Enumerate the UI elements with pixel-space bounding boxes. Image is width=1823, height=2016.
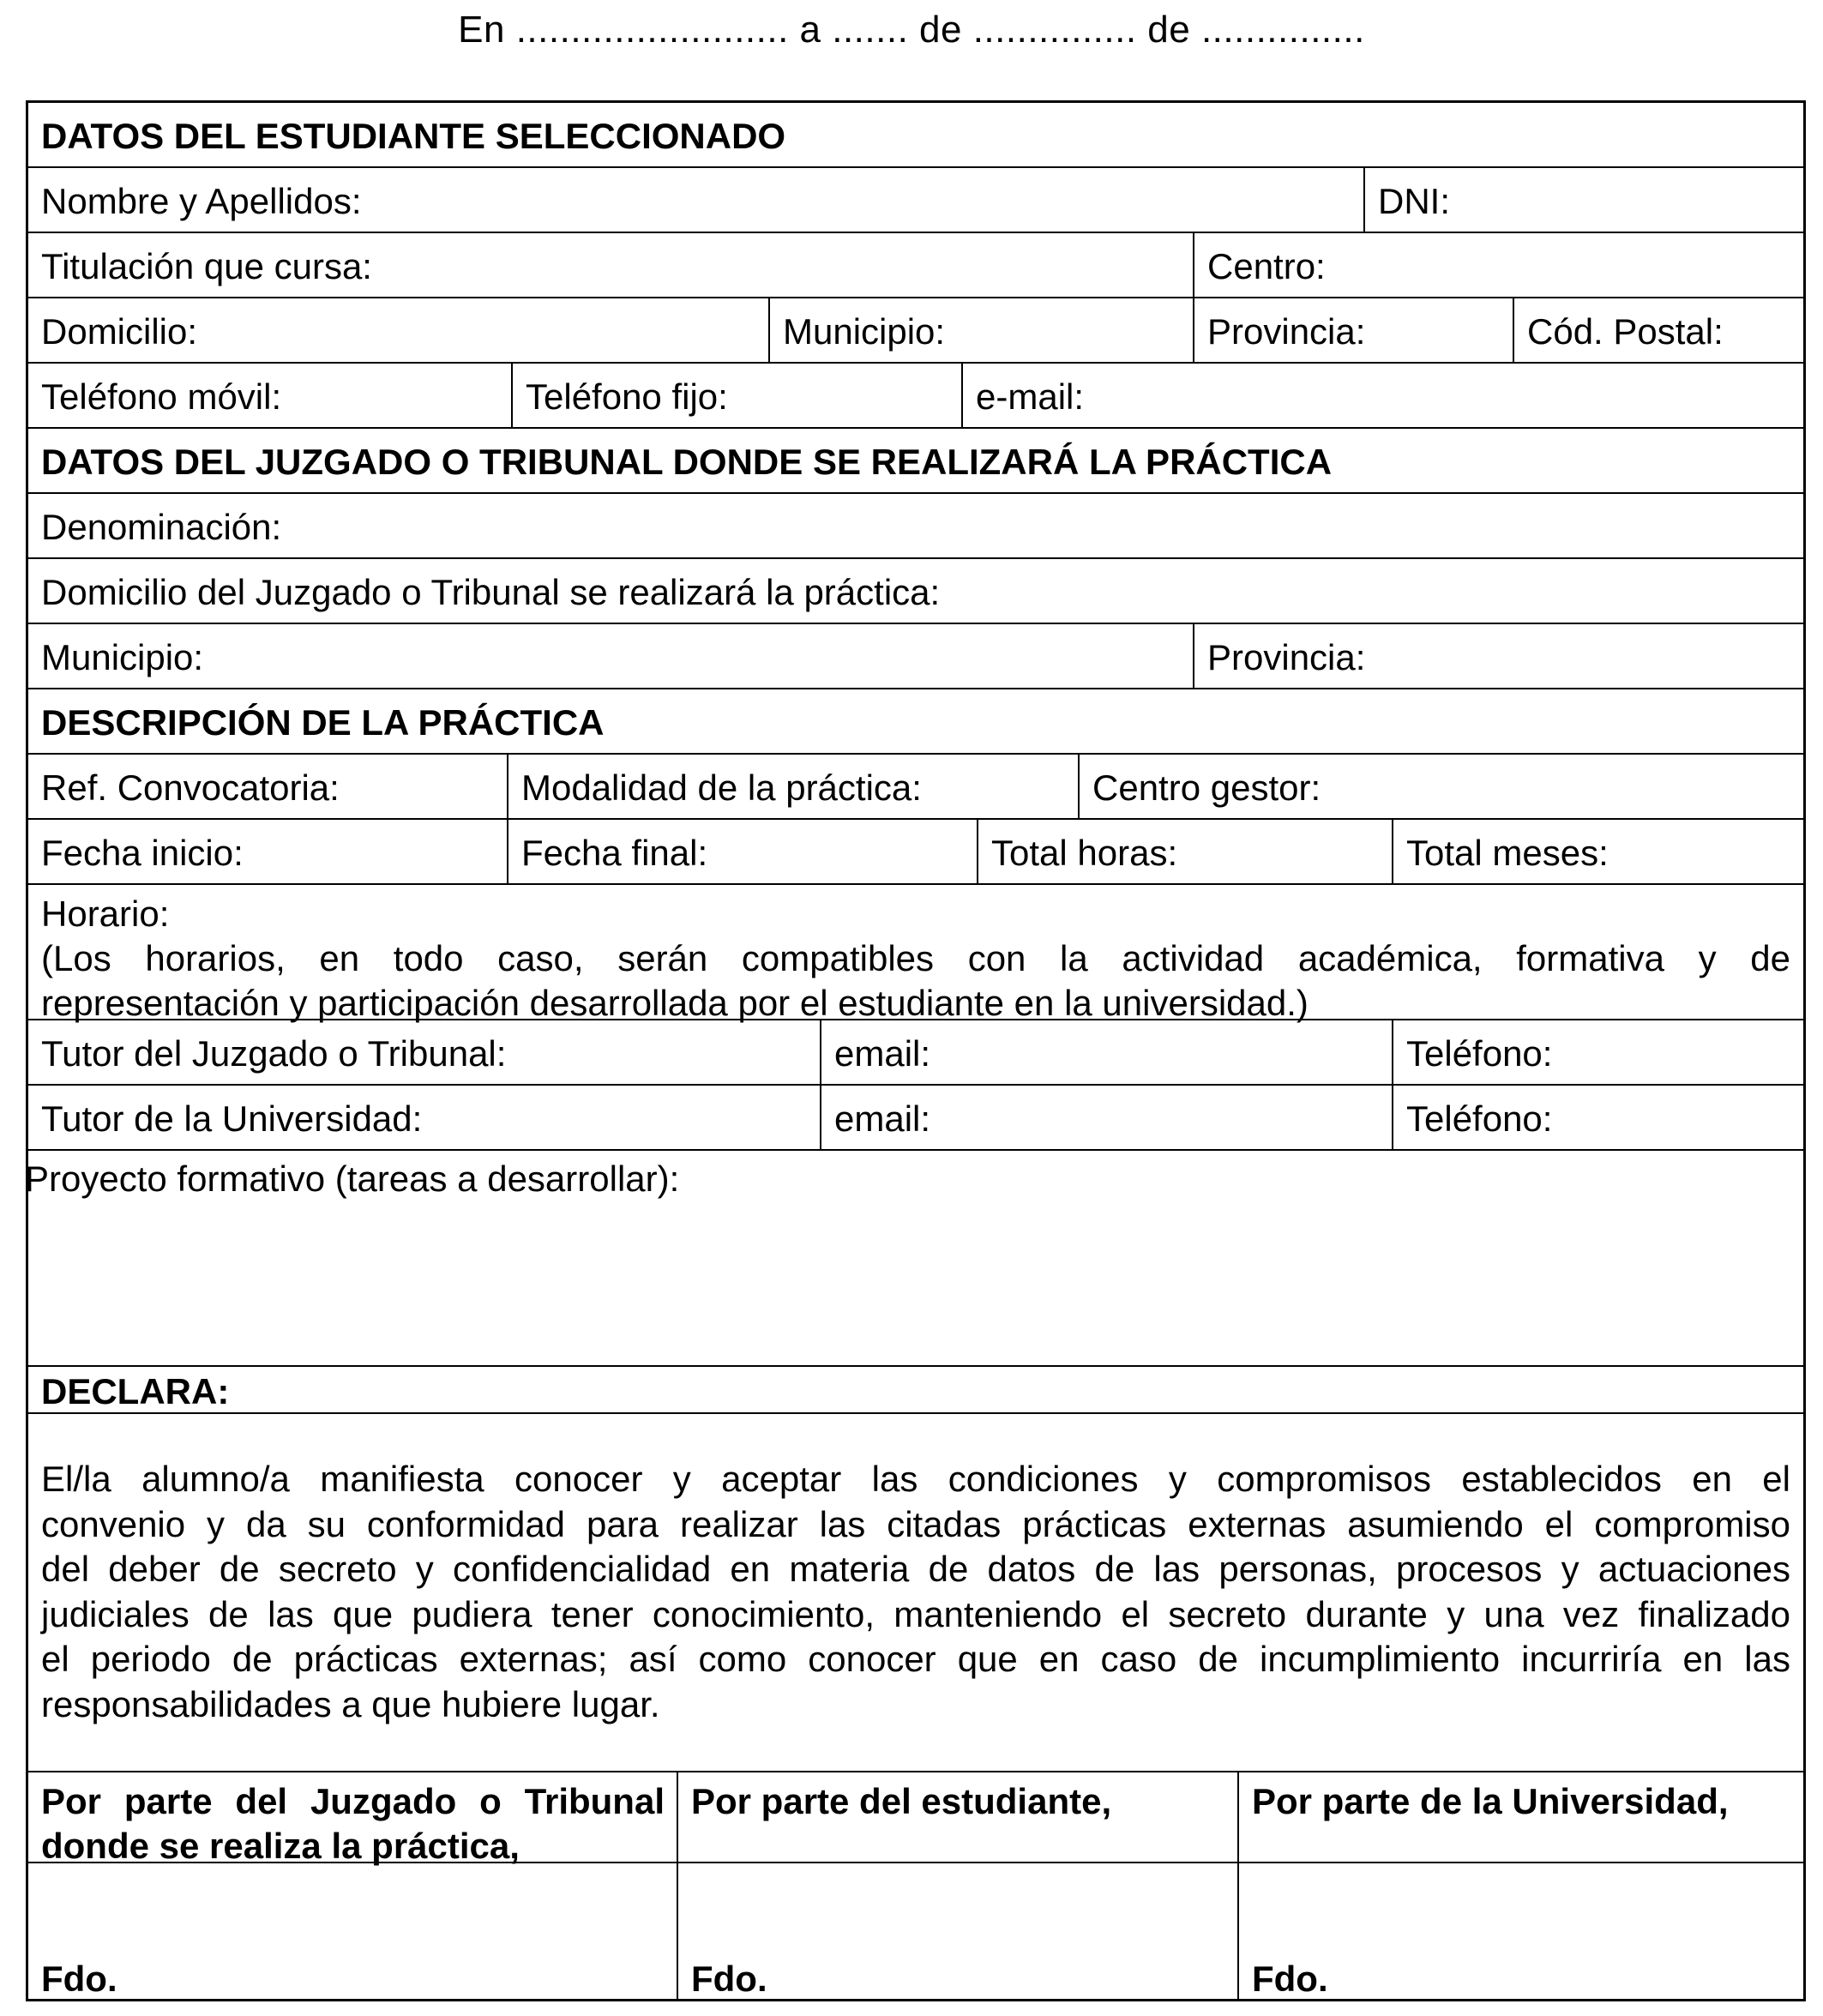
declaration-title-row [28, 1367, 1803, 1414]
student-mobile-field[interactable]: Teléfono móvil: [41, 376, 282, 417]
practice-end-field[interactable]: Fecha final: [507, 820, 977, 883]
declaration-line-6: responsabilidades a que hubiere lugar. [41, 1683, 660, 1724]
practice-months-field[interactable]: Total meses: [1392, 820, 1609, 883]
declaration-title: DECLARA: [41, 1371, 230, 1411]
practice-dates-row [28, 820, 1803, 885]
student-dni-field[interactable]: DNI: [1363, 168, 1450, 232]
declaration-text [41, 1457, 1790, 1727]
practice-start-field[interactable]: Fecha inicio: [41, 833, 244, 873]
student-contact-row [28, 364, 1803, 429]
court-municipality-field[interactable]: Municipio: [41, 637, 204, 677]
uni-tutor-field[interactable]: Tutor de la Universidad: [41, 1098, 423, 1139]
practice-schedule-label[interactable]: Horario: [41, 894, 170, 934]
signature-court-title [28, 1772, 677, 1866]
student-degree-field[interactable]: Titulación que cursa: [41, 246, 372, 286]
student-province-field[interactable]: Provincia: [1193, 298, 1513, 362]
schedule-note-line-2: representación y participación desarrollada por el estudiante en la universidad.) [41, 983, 1309, 1023]
practice-hours-field[interactable]: Total horas: [977, 820, 1392, 883]
court-tutor-email-field[interactable]: email: [820, 1020, 1392, 1084]
court-tutor-row [28, 1020, 1803, 1086]
student-address-row [28, 298, 1803, 364]
signature-court-fdo: Fdo. [41, 1959, 117, 1999]
declaration-line-1: El/la alumno/a manifiesta conocer y aceptar las condiciones y compromisos establecidos en el [41, 1459, 1790, 1499]
court-tutor-phone-field[interactable]: Teléfono: [1392, 1020, 1552, 1084]
student-landline-field[interactable]: Teléfono fijo: [511, 364, 961, 427]
student-address-field[interactable]: Domicilio: [41, 311, 198, 352]
signature-court-box[interactable] [28, 1863, 677, 1999]
practice-ref-field[interactable]: Ref. Convocatoria: [41, 767, 340, 808]
student-municipality-field[interactable]: Municipio: [768, 298, 1193, 362]
signature-student-box[interactable] [677, 1863, 1237, 1999]
schedule-note-line-1: (Los horarios, en todo caso, serán compatibles con la actividad académica, formativa y de [41, 938, 1790, 978]
signature-university-fdo: Fdo. [1252, 1959, 1328, 1999]
practice-manager-field[interactable]: Centro gestor: [1078, 755, 1321, 818]
student-degree-row [28, 233, 1803, 298]
signature-titles-row [28, 1772, 1803, 1866]
practice-section-title-row [28, 689, 1803, 755]
student-section-title: DATOS DEL ESTUDIANTE SELECCIONADO [41, 116, 786, 156]
practice-modality-field[interactable]: Modalidad de la práctica: [507, 755, 1078, 818]
project-label[interactable]: Proyecto formativo (tareas a desarrollar): [25, 1158, 680, 1199]
court-address-row [28, 559, 1803, 624]
declaration-line-2: convenio y da su conformidad para realizar las citadas prácticas externas asumiendo el compromiso [41, 1503, 1790, 1544]
court-tutor-field[interactable]: Tutor del Juzgado o Tribunal: [41, 1033, 507, 1074]
signature-court-title-line-1: Por parte del Juzgado o Tribunal [41, 1781, 665, 1821]
court-address-field[interactable]: Domicilio del Juzgado o Tribunal se realizará la práctica: [41, 572, 941, 612]
project-row [25, 1151, 1803, 1367]
court-location-row [28, 624, 1803, 689]
practice-schedule-note [41, 936, 1790, 1026]
practice-section-title: DESCRIPCIÓN DE LA PRÁCTICA [41, 702, 605, 743]
uni-tutor-phone-field[interactable]: Teléfono: [1392, 1086, 1552, 1149]
declaration-line-5: el periodo de prácticas externas; así como conocer que en caso de incumplimiento incurriría en las [41, 1639, 1790, 1679]
practice-form [26, 100, 1806, 2001]
student-center-field[interactable]: Centro: [1193, 233, 1326, 297]
student-name-field[interactable]: Nombre y Apellidos: [41, 181, 362, 221]
signature-student-title: Por parte del estudiante, [677, 1772, 1237, 1862]
signature-university-title: Por parte de la Universidad, [1237, 1772, 1729, 1862]
declaration-line-4: judiciales de las que pudiera tener conocimiento, manteniendo el secreto durante y una vez finalizado [41, 1593, 1790, 1634]
court-section-title-row [28, 429, 1803, 494]
court-province-field[interactable]: Provincia: [1193, 624, 1365, 688]
practice-ref-row [28, 755, 1803, 820]
practice-schedule-row [28, 885, 1803, 1023]
student-section-title-row [28, 103, 1803, 168]
student-name-row [28, 168, 1803, 233]
court-denomination-row [28, 494, 1803, 559]
signature-court-title-line-2: donde se realiza la práctica, [41, 1826, 520, 1866]
uni-tutor-row [28, 1086, 1803, 1151]
place-date-line: En ......................... a ....... de ............... de ............... [458, 9, 1365, 51]
court-section-title: DATOS DEL JUZGADO O TRIBUNAL DONDE SE REALIZARÁ LA PRÁCTICA [41, 442, 1333, 482]
court-denomination-field[interactable]: Denominación: [41, 507, 282, 547]
student-postal-code-field[interactable]: Cód. Postal: [1513, 298, 1724, 362]
uni-tutor-email-field[interactable]: email: [820, 1086, 1392, 1149]
declaration-body-row [28, 1414, 1803, 1772]
student-email-field[interactable]: e-mail: [961, 364, 1084, 427]
signature-boxes-row [28, 1863, 1803, 1999]
declaration-line-3: del deber de secreto y confidencialidad en materia de datos de las personas, procesos y actuaciones [41, 1549, 1790, 1589]
signature-university-box[interactable] [1237, 1863, 1803, 1999]
signature-student-fdo: Fdo. [691, 1959, 767, 1999]
